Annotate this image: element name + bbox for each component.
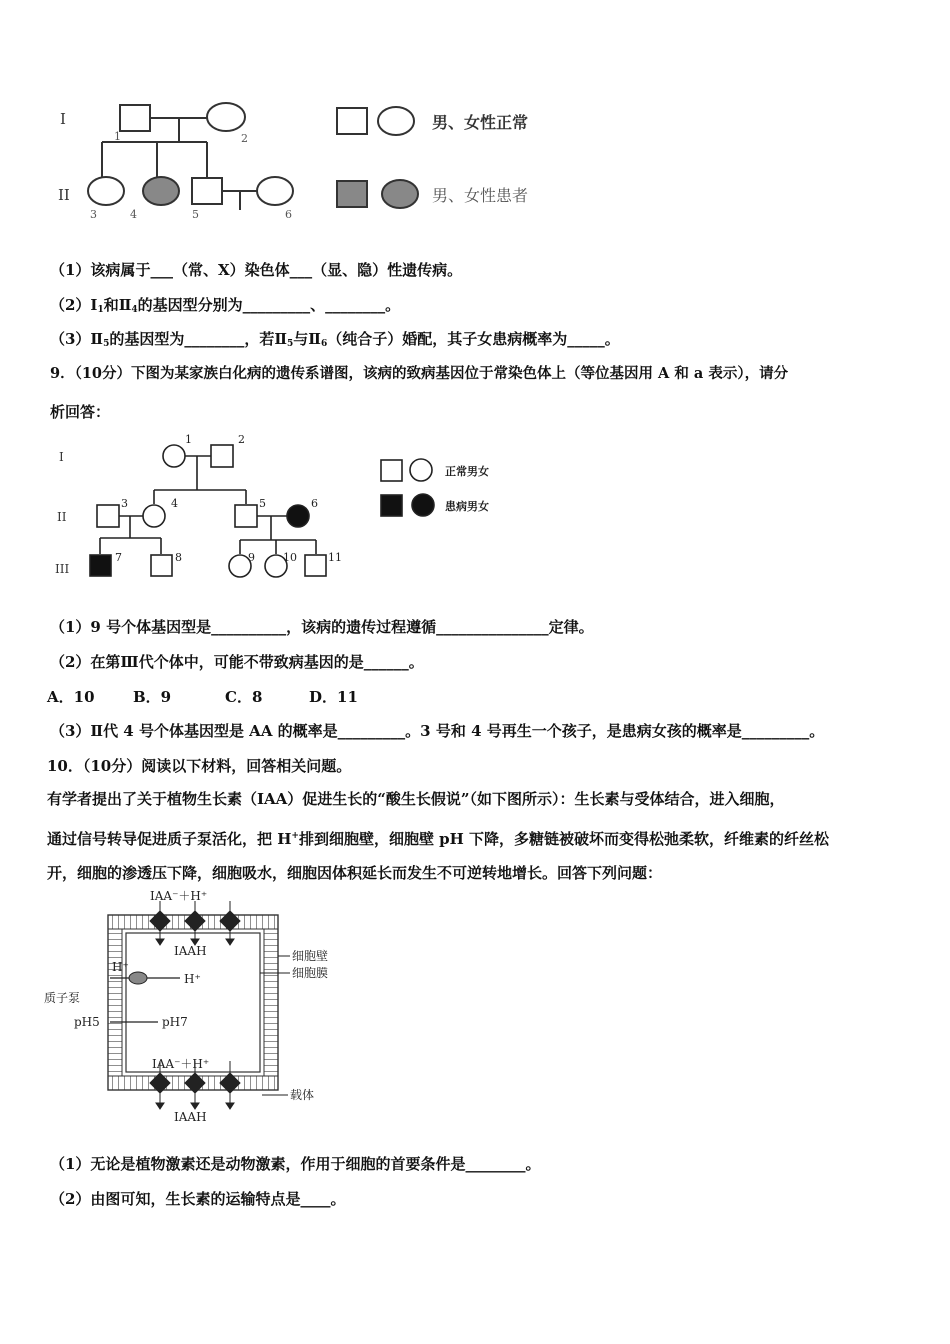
pedigree1-label-4: 4 [130,208,137,221]
acid-growth-diagram [40,885,370,1130]
pedigree-figure-1 [50,92,570,227]
pedigree2-label-5: 5 [259,497,266,510]
legend1-male-normal [337,108,367,134]
q9-stem-line1: 9．（10分）下图为某家族白化病的遗传系谱图，该病的致病基因位于常染色体上（等位基因用 A 和 a 表示），请分 [50,365,789,382]
legend1-normal-label: 男、女性正常 [432,113,529,132]
pedigree2-label-10: 10 [283,551,297,564]
pedigree2-label-2: 2 [238,433,245,446]
legend2-male-normal [381,460,402,481]
carrier-label: 载体 [290,1088,315,1102]
pedigree2-II3-male-normal [97,505,119,527]
q8-part1: （1）该病属于___（常、X）染色体___（显、隐）性遗传病。 [50,261,463,279]
q8-part2-sub1: 1 [97,305,104,315]
q10-part1: （1）无论是植物激素还是动物激素，作用于细胞的首要条件是________。 [50,1155,541,1173]
pedigree2-III8-male-normal [151,555,172,576]
q8-part2 [50,294,400,321]
legend2-normal-label: 正常男女 [445,465,489,478]
pedigree1-label-1: 1 [114,130,121,143]
pedigree1-label-6: 6 [285,208,292,221]
q10-para-line3: 开，细胞的渗透压下降，细胞吸水，细胞因体积延长而发生不可逆转地增长。回答下列问题： [47,864,663,882]
top-iaa-label: IAA⁻＋H⁺ [150,889,208,903]
q9-options [47,686,358,708]
top-iaah-label: IAAH [174,944,207,958]
q8-part2-sub2: 4 [131,305,138,315]
q8-part3-a: （3）Ⅱ [50,330,104,348]
pedigree1-label-2: 2 [241,132,248,145]
q8-part3-sub3: 6 [320,339,328,349]
pedigree2-II5-male-normal [235,505,257,527]
proton-pump-label: 质子泵 [44,991,81,1005]
q8-part3-d: （纯合子）婚配，其子女患病概率为_____。 [327,330,620,348]
q9-option-a[interactable]: A．10 [47,688,95,706]
legend2-female-affected [412,494,434,516]
pedigree2-label-3: 3 [121,497,128,510]
q9-option-d[interactable]: D．11 [309,688,358,706]
q9-part1: （1）9 号个体基因型是__________，该病的遗传过程遵循_______________定律。 [50,618,594,636]
pedigree1-I1-male-normal [120,105,150,131]
legend1-affected-label: 男、女性患者 [432,186,529,205]
legend2-female-normal [410,459,432,481]
pedigree2-label-11: 11 [328,551,342,564]
pedigree-figure-2 [50,430,520,590]
pedigree1-label-5: 5 [192,208,199,221]
q8-part3-sub1: 5 [103,339,110,349]
legend1-female-normal [378,107,414,135]
q9-option-b[interactable]: B．9 [133,688,172,706]
q9-stem-line2: 析回答： [50,403,111,421]
q9-part3: （3）Ⅱ代 4 号个体基因型是 AA 的概率是_________。3 号和 4 号再生一个孩子，是患病女孩的概率是_________。 [50,722,825,740]
pedigree1-II6-female-normal [257,177,293,205]
q9-option-c[interactable]: C．8 [225,688,263,706]
proton-pump-shape [129,972,147,984]
cell-membrane-label: 细胞膜 [292,966,329,980]
pedigree2-gen-I: I [59,450,64,464]
q8-part2-a: （2）Ⅰ [50,296,98,314]
legend2-affected-label: 患病男女 [445,500,489,513]
pedigree1-I2-female-normal [207,103,245,131]
pedigree2-II4-female-normal [143,505,165,527]
legend1-female-affected [382,180,418,208]
pedigree2-label-1: 1 [185,433,192,446]
pedigree1-gen-II: II [58,186,70,204]
pedigree2-II6-female-affected [287,505,309,527]
q8-part2-c: 的基因型分别为_________、________。 [137,296,401,314]
pedigree1-label-3: 3 [90,208,97,221]
q8-part3-c: 与Ⅱ [293,330,321,348]
pedigree2-label-8: 8 [175,551,182,564]
cell-wall-label: 细胞壁 [292,949,329,963]
pedigree2-III7-male-affected [90,555,111,576]
q9-part2: （2）在第Ⅲ代个体中，可能不带致病基因的是______。 [50,653,424,671]
pedigree1-II4-female-affected [143,177,179,205]
pedigree1-II3-female-normal [88,177,124,205]
q10-stem: 10．（10分）阅读以下材料，回答相关问题。 [47,757,352,775]
bottom-iaa-label: IAA⁻＋H⁺ [152,1057,210,1071]
q8-part3-b: 的基因型为________，若Ⅱ [109,330,288,348]
pedigree2-gen-II: II [57,510,67,524]
ph-out-label: pH5 [74,1015,100,1029]
q10-para-line2 [47,825,829,850]
q10-para-line2-a: 通过信号转导促进质子泵活化，把 H [47,830,292,848]
pedigree1-II5-male-normal [192,178,222,204]
pedigree2-label-9: 9 [248,551,255,564]
q8-part3 [50,328,620,355]
h-plus-right-label: H⁺ [184,972,201,986]
q10-para-line2-sup: + [291,831,299,841]
pedigree2-label-6: 6 [311,497,318,510]
pedigree2-III11-male-normal [305,555,326,576]
pedigree2-I1-female-normal [163,445,185,467]
q10-part2: （2）由图可知，生长素的运输特点是____。 [50,1190,346,1208]
h-plus-left-label: H⁺ [112,960,129,974]
legend2-male-affected [381,495,402,516]
q8-part3-sub2: 5 [287,339,294,349]
bottom-iaah-label: IAAH [174,1110,207,1124]
pedigree2-label-4: 4 [171,497,178,510]
top-carriers [150,901,240,945]
pedigree2-gen-III: III [55,562,70,576]
q10-para-line2-b: 排到细胞壁，细胞壁 pH 下降，多糖链被破坏而变得松弛柔软，纤维素的纤丝松 [298,830,830,848]
q8-part2-b: 和Ⅱ [103,296,132,314]
pedigree2-label-7: 7 [115,551,122,564]
q10-para-line1: 有学者提出了关于植物生长素（IAA）促进生长的“酸生长假说”（如下图所示）：生长素与受体结合，进入细胞， [47,790,785,808]
pedigree2-I2-male-normal [211,445,233,467]
ph-in-label: pH7 [162,1015,188,1029]
pedigree1-gen-I: I [60,110,66,128]
legend1-male-affected [337,181,367,207]
